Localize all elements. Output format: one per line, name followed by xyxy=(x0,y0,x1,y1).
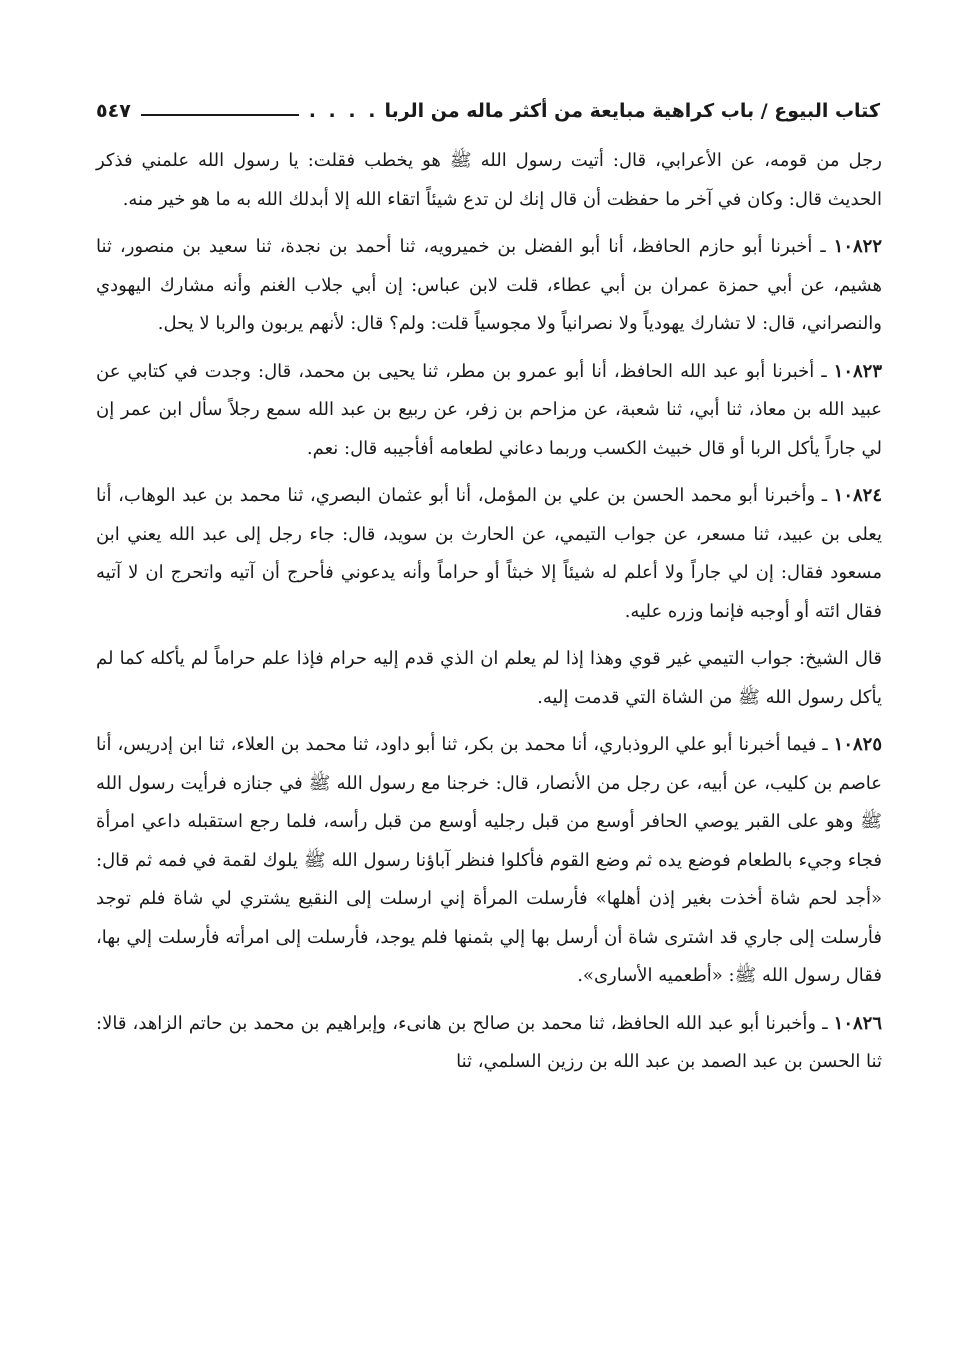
page-number: ٥٤٧ xyxy=(96,100,131,122)
paragraph-text: ـ أخبرنا أبو عبد الله الحافظ، أنا أبو عمرو بن مطر، ثنا يحيى بن محمد، قال: وجدت في كتابي عن عبيد الله بن معاذ، ثنا أبي، ثنا شعبة، عن مزاحم بن زفر، عن ربيع بن عبد الله سمع رجلاً سأل ابن عمر إن لي جاراً يأكل الربا أو قال خبيث الكسب وربما دعاني لطعامه أفأجيبه قال: نعم. xyxy=(96,360,882,459)
hadith-number: ١٠٨٢٣ xyxy=(833,360,882,382)
paragraph xyxy=(96,142,882,219)
paragraph xyxy=(96,477,882,631)
paragraph-text: ـ أخبرنا أبو حازم الحافظ، أنا أبو الفضل بن خميرويه، ثنا أحمد بن نجدة، ثنا سعيد بن منصور، ثنا هشيم، عن أبي حمزة عمران بن أبي عطاء، قلت لابن عباس: إن أبي جلاب الغنم وأنه مشارك اليهودي والنصراني، قال: لا تشارك يهودياً ولا نصرانياً ولا مجوسياً قلت: ولم؟ قال: لأنهم يربون والربا لا يحل. xyxy=(96,236,882,334)
paragraph-text: رجل من قومه، عن الأعرابي، قال: أتيت رسول الله ﷺ هو يخطب فقلت: يا رسول الله علمني فذكر الحديث قال: وكان في آخر ما حفظت أن قال إنك لن تدع شيئاً اتقاء الله إلا أبدلك الله به ما هو خير منه. xyxy=(96,150,882,210)
paragraph xyxy=(96,228,882,344)
paragraph-text: ـ وأخبرنا أبو عبد الله الحافظ، ثنا محمد بن صالح بن هانىء، وإبراهيم بن محمد بن حاتم الزاهد، قالا: ثنا الحسن بن عبد الصمد بن عبد الله بن رزين السلمي، ثنا xyxy=(96,1012,882,1072)
paragraph-text: قال الشيخ: جواب التيمي غير قوي وهذا إذا لم يعلم ان الذي قدم إليه حرام فإذا علم حراماً لم يأكله كما لم يأكل رسول الله ﷺ من الشاة التي قدمت إليه. xyxy=(96,648,882,708)
header-ellipsis: . . . . xyxy=(308,100,379,122)
running-header xyxy=(96,86,880,122)
paragraph xyxy=(96,1005,882,1082)
hadith-number: ١٠٨٢٢ xyxy=(833,236,882,257)
header-title: كتاب البيوع / باب كراهية مبايعة من أكثر ماله من الربا xyxy=(384,100,880,122)
paragraph-text: ـ وأخبرنا أبو محمد الحسن بن علي بن المؤمل، أنا أبو عثمان البصري، ثنا محمد بن عبد الوهاب، أنا يعلى بن عبيد، ثنا مسعر، عن جواب التيمي، عن الحارث بن سويد، قال: جاء رجل إلى عبد الله يعني ابن مسعود فقال: إن لي جاراً ولا أعلم له شيئاً إلا خبثاً أو حراماً وأنه يدعوني فأحرج أن آتيه واتحرج ان لا آتيه فقال ائته أو أوجبه فإنما وزره عليه. xyxy=(96,485,883,622)
hadith-number: ١٠٨٢٦ xyxy=(833,1012,882,1034)
header-rule xyxy=(141,114,299,116)
hadith-number: ١٠٨٢٤ xyxy=(833,485,882,506)
paragraph xyxy=(96,726,882,996)
paragraph xyxy=(96,640,882,717)
page-body xyxy=(96,142,882,1091)
paragraph-text: ـ فيما أخبرنا أبو علي الروذباري، أنا محمد بن بكر، ثنا أبو داود، ثنا محمد بن العلاء، ثنا ابن إدريس، أنا عاصم بن كليب، عن أبيه، عن رجل من الأنصار، قال: خرجنا مع رسول الله ﷺ في جنازه فرأيت رسول الله ﷺ وهو على القبر يوصي الحافر أوسع من قبل رجليه أوسع من قبل رأسه، فلما رجع استقبله داعي امرأة فجاء وجيء بالطعام فوضع يده ثم وضع القوم فأكلوا فنظر آباؤنا رسول الله ﷺ يلوك لقمة في فمه ثم قال: «أجد لحم شاة أخذت بغير إذن أهلها» فأرسلت المرأة إني ارسلت إلى النقيع يشتري لي شاة فلم توجد فأرسلت إلى جاري قد اشترى شاة أن أرسل بها إلي بثمنها فلم يوجد، فأرسلت إلى امرأته فأرسلت إلي بها، فقال رسول الله ﷺ: «أطعميه الأسارى». xyxy=(96,734,882,986)
paragraph xyxy=(96,353,882,469)
hadith-number: ١٠٨٢٥ xyxy=(833,734,882,755)
